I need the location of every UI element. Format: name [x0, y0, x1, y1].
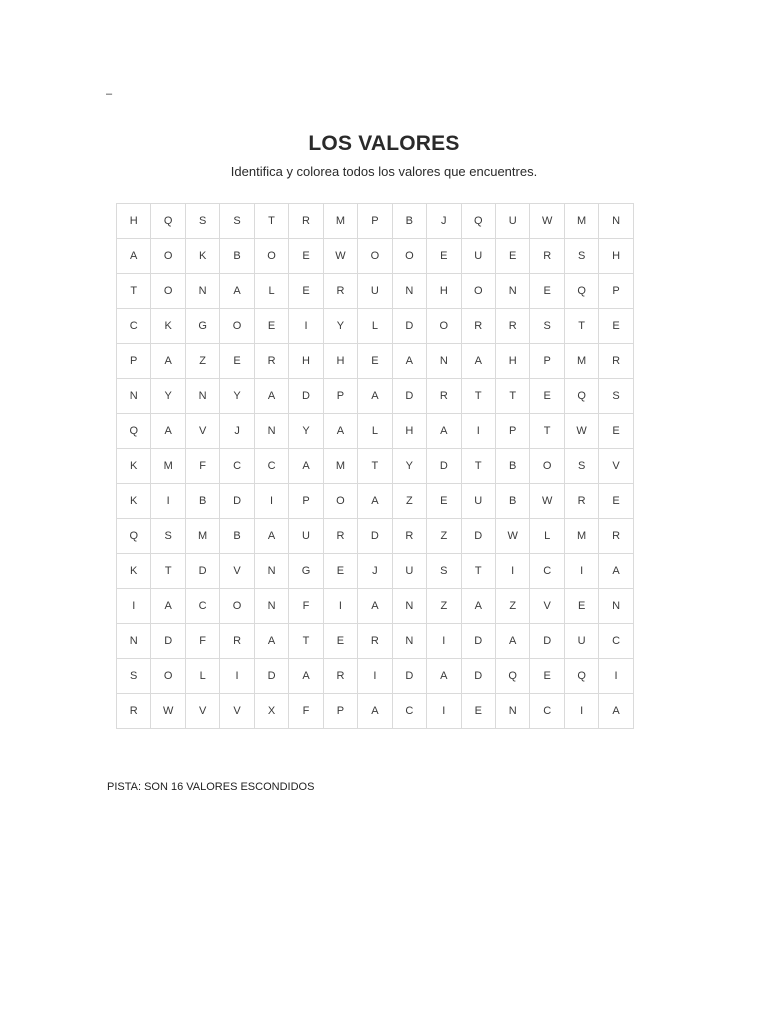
grid-cell[interactable]: R: [255, 344, 289, 379]
grid-cell[interactable]: I: [117, 589, 151, 624]
grid-cell[interactable]: V: [530, 589, 564, 624]
grid-cell[interactable]: H: [427, 274, 461, 309]
grid-cell[interactable]: A: [151, 344, 185, 379]
grid-cell[interactable]: O: [358, 239, 392, 274]
grid-cell[interactable]: A: [358, 694, 392, 729]
grid-cell[interactable]: V: [599, 449, 633, 484]
grid-cell[interactable]: C: [599, 624, 633, 659]
grid-cell[interactable]: A: [427, 659, 461, 694]
grid-cell[interactable]: D: [255, 659, 289, 694]
grid-cell[interactable]: N: [117, 379, 151, 414]
grid-cell[interactable]: E: [427, 239, 461, 274]
grid-cell[interactable]: C: [530, 694, 564, 729]
grid-cell[interactable]: H: [393, 414, 427, 449]
grid-cell[interactable]: A: [358, 589, 392, 624]
grid-cell[interactable]: T: [117, 274, 151, 309]
grid-cell[interactable]: F: [289, 589, 323, 624]
grid-cell[interactable]: O: [255, 239, 289, 274]
grid-cell[interactable]: Z: [427, 519, 461, 554]
grid-cell[interactable]: I: [496, 554, 530, 589]
grid-cell[interactable]: O: [151, 659, 185, 694]
grid-cell[interactable]: L: [358, 309, 392, 344]
grid-cell[interactable]: T: [496, 379, 530, 414]
grid-cell[interactable]: E: [599, 414, 633, 449]
grid-cell[interactable]: Q: [151, 204, 185, 239]
grid-cell[interactable]: D: [151, 624, 185, 659]
grid-cell[interactable]: D: [530, 624, 564, 659]
grid-cell[interactable]: N: [393, 274, 427, 309]
grid-cell[interactable]: Q: [496, 659, 530, 694]
grid-cell[interactable]: T: [462, 554, 496, 589]
grid-cell[interactable]: E: [427, 484, 461, 519]
grid-cell[interactable]: R: [324, 274, 358, 309]
instructions: Identifica y colorea todos los valores que encuentres.: [230, 164, 538, 179]
grid-cell[interactable]: W: [530, 204, 564, 239]
grid-cell[interactable]: E: [530, 379, 564, 414]
grid-cell[interactable]: D: [462, 659, 496, 694]
grid-cell[interactable]: V: [186, 694, 220, 729]
grid-cell[interactable]: B: [393, 204, 427, 239]
grid-cell[interactable]: A: [599, 554, 633, 589]
grid-cell[interactable]: N: [117, 624, 151, 659]
grid-cell[interactable]: O: [151, 274, 185, 309]
grid-cell[interactable]: K: [186, 239, 220, 274]
grid-cell[interactable]: Q: [462, 204, 496, 239]
grid-cell[interactable]: D: [186, 554, 220, 589]
grid-cell[interactable]: R: [530, 239, 564, 274]
grid-cell[interactable]: F: [186, 449, 220, 484]
grid-cell[interactable]: Y: [324, 309, 358, 344]
grid-cell[interactable]: N: [496, 274, 530, 309]
grid-cell[interactable]: C: [220, 449, 254, 484]
grid-cell[interactable]: J: [220, 414, 254, 449]
grid-cell[interactable]: E: [496, 239, 530, 274]
word-search-grid: [116, 203, 634, 729]
grid-cell[interactable]: E: [255, 309, 289, 344]
grid-cell[interactable]: C: [530, 554, 564, 589]
grid-cell[interactable]: P: [289, 484, 323, 519]
grid-cell[interactable]: M: [151, 449, 185, 484]
grid-cell[interactable]: X: [255, 694, 289, 729]
grid-cell[interactable]: I: [289, 309, 323, 344]
grid-cell[interactable]: I: [358, 659, 392, 694]
grid-cell[interactable]: R: [462, 309, 496, 344]
grid-cell[interactable]: P: [530, 344, 564, 379]
grid-cell[interactable]: U: [565, 624, 599, 659]
grid-cell[interactable]: A: [393, 344, 427, 379]
grid-cell[interactable]: T: [565, 309, 599, 344]
grid-cell[interactable]: N: [186, 274, 220, 309]
grid-cell[interactable]: F: [289, 694, 323, 729]
grid-cell[interactable]: A: [358, 379, 392, 414]
grid-cell[interactable]: W: [496, 519, 530, 554]
grid-cell[interactable]: I: [565, 694, 599, 729]
grid-cell[interactable]: U: [393, 554, 427, 589]
grid-cell[interactable]: Q: [117, 519, 151, 554]
grid-cell[interactable]: Z: [393, 484, 427, 519]
grid-cell[interactable]: I: [151, 484, 185, 519]
grid-cell[interactable]: D: [220, 484, 254, 519]
grid-cell[interactable]: M: [186, 519, 220, 554]
grid-cell[interactable]: I: [324, 589, 358, 624]
grid-cell[interactable]: B: [186, 484, 220, 519]
grid-cell[interactable]: A: [255, 379, 289, 414]
grid-cell[interactable]: P: [324, 694, 358, 729]
grid-cell[interactable]: H: [324, 344, 358, 379]
grid-cell[interactable]: R: [220, 624, 254, 659]
grid-cell[interactable]: S: [565, 449, 599, 484]
grid-cell[interactable]: E: [220, 344, 254, 379]
grid-cell[interactable]: A: [462, 589, 496, 624]
grid-cell[interactable]: A: [462, 344, 496, 379]
grid-cell[interactable]: U: [496, 204, 530, 239]
grid-cell[interactable]: M: [324, 204, 358, 239]
grid-cell[interactable]: O: [462, 274, 496, 309]
grid-cell[interactable]: M: [565, 204, 599, 239]
grid-cell[interactable]: T: [255, 204, 289, 239]
grid-cell[interactable]: N: [255, 554, 289, 589]
grid-cell[interactable]: F: [186, 624, 220, 659]
grid-cell[interactable]: S: [427, 554, 461, 589]
grid-cell[interactable]: P: [496, 414, 530, 449]
grid-cell[interactable]: L: [255, 274, 289, 309]
grid-cell[interactable]: O: [324, 484, 358, 519]
grid-cell[interactable]: C: [393, 694, 427, 729]
grid-cell[interactable]: V: [186, 414, 220, 449]
grid-cell[interactable]: N: [599, 204, 633, 239]
grid-cell[interactable]: B: [220, 239, 254, 274]
grid-cell[interactable]: C: [186, 589, 220, 624]
grid-cell[interactable]: A: [117, 239, 151, 274]
grid-cell[interactable]: E: [324, 624, 358, 659]
grid-cell[interactable]: G: [186, 309, 220, 344]
page-title: LOS VALORES: [308, 132, 460, 155]
grid-cell[interactable]: I: [255, 484, 289, 519]
grid-cell[interactable]: Y: [393, 449, 427, 484]
grid-cell[interactable]: M: [565, 344, 599, 379]
grid-cell[interactable]: N: [599, 589, 633, 624]
grid-cell[interactable]: R: [427, 379, 461, 414]
grid-cell[interactable]: C: [117, 309, 151, 344]
grid-cell[interactable]: U: [358, 274, 392, 309]
grid-cell[interactable]: C: [255, 449, 289, 484]
grid-cell[interactable]: Q: [117, 414, 151, 449]
grid-cell[interactable]: T: [151, 554, 185, 589]
grid-cell[interactable]: T: [530, 414, 564, 449]
grid-cell[interactable]: E: [530, 659, 564, 694]
grid-cell[interactable]: P: [324, 379, 358, 414]
grid-cell[interactable]: Z: [496, 589, 530, 624]
grid-cell[interactable]: D: [358, 519, 392, 554]
grid-cell[interactable]: L: [358, 414, 392, 449]
grid-cell[interactable]: A: [255, 519, 289, 554]
grid-cell[interactable]: A: [324, 414, 358, 449]
grid-cell[interactable]: H: [496, 344, 530, 379]
grid-cell[interactable]: K: [151, 309, 185, 344]
grid-cell[interactable]: B: [220, 519, 254, 554]
grid-cell[interactable]: A: [289, 449, 323, 484]
grid-cell[interactable]: E: [358, 344, 392, 379]
grid-cell[interactable]: A: [358, 484, 392, 519]
grid-cell[interactable]: L: [530, 519, 564, 554]
grid-cell[interactable]: A: [255, 624, 289, 659]
grid-cell[interactable]: E: [599, 484, 633, 519]
grid-cell[interactable]: O: [220, 589, 254, 624]
grid-cell[interactable]: N: [393, 589, 427, 624]
grid-cell[interactable]: J: [427, 204, 461, 239]
grid-cell[interactable]: A: [220, 274, 254, 309]
grid-cell[interactable]: P: [358, 204, 392, 239]
grid-cell[interactable]: O: [530, 449, 564, 484]
grid-cell[interactable]: E: [565, 589, 599, 624]
grid-cell[interactable]: S: [186, 204, 220, 239]
grid-cell[interactable]: I: [565, 554, 599, 589]
grid-cell[interactable]: H: [117, 204, 151, 239]
grid-cell[interactable]: Z: [186, 344, 220, 379]
grid-cell[interactable]: K: [117, 554, 151, 589]
grid-cell[interactable]: A: [496, 624, 530, 659]
grid-cell[interactable]: A: [151, 589, 185, 624]
grid-cell[interactable]: W: [324, 239, 358, 274]
grid-cell[interactable]: H: [289, 344, 323, 379]
grid-cell[interactable]: R: [117, 694, 151, 729]
grid-cell[interactable]: N: [496, 694, 530, 729]
grid-cell[interactable]: V: [220, 694, 254, 729]
grid-cell[interactable]: I: [427, 624, 461, 659]
grid-cell[interactable]: R: [324, 519, 358, 554]
grid-cell[interactable]: N: [255, 414, 289, 449]
grid-cell[interactable]: K: [117, 484, 151, 519]
grid-cell[interactable]: T: [289, 624, 323, 659]
grid-cell[interactable]: D: [289, 379, 323, 414]
grid-cell[interactable]: Y: [289, 414, 323, 449]
stray-mark: –: [106, 88, 113, 100]
grid-cell[interactable]: N: [393, 624, 427, 659]
grid-cell[interactable]: N: [186, 379, 220, 414]
grid-cell[interactable]: J: [358, 554, 392, 589]
grid-cell[interactable]: D: [462, 519, 496, 554]
grid-cell[interactable]: O: [427, 309, 461, 344]
grid-cell[interactable]: L: [186, 659, 220, 694]
grid-cell[interactable]: U: [462, 239, 496, 274]
grid-cell[interactable]: R: [393, 519, 427, 554]
grid-cell[interactable]: R: [599, 519, 633, 554]
grid-cell[interactable]: I: [427, 694, 461, 729]
grid-cell[interactable]: M: [565, 519, 599, 554]
grid-cell[interactable]: R: [599, 344, 633, 379]
grid-cell[interactable]: T: [462, 379, 496, 414]
grid-cell[interactable]: E: [324, 554, 358, 589]
grid-cell[interactable]: A: [151, 414, 185, 449]
grid-cell[interactable]: S: [151, 519, 185, 554]
grid-cell[interactable]: E: [462, 694, 496, 729]
grid-cell[interactable]: V: [220, 554, 254, 589]
grid-cell[interactable]: P: [599, 274, 633, 309]
grid-cell[interactable]: R: [565, 484, 599, 519]
grid-cell[interactable]: D: [427, 449, 461, 484]
grid-cell[interactable]: M: [324, 449, 358, 484]
grid-cell[interactable]: R: [289, 204, 323, 239]
grid-cell[interactable]: D: [393, 659, 427, 694]
grid-cell[interactable]: U: [462, 484, 496, 519]
grid-cell[interactable]: I: [462, 414, 496, 449]
grid-cell[interactable]: T: [462, 449, 496, 484]
grid-cell[interactable]: S: [599, 379, 633, 414]
grid-cell[interactable]: D: [393, 309, 427, 344]
grid-cell[interactable]: R: [324, 659, 358, 694]
grid-cell[interactable]: S: [530, 309, 564, 344]
grid-cell[interactable]: B: [496, 449, 530, 484]
grid-cell[interactable]: N: [255, 589, 289, 624]
hint-text: PISTA: SON 16 VALORES ESCONDIDOS: [107, 781, 315, 793]
grid-cell[interactable]: I: [220, 659, 254, 694]
grid-cell[interactable]: E: [289, 274, 323, 309]
grid-cell[interactable]: H: [599, 239, 633, 274]
grid-cell[interactable]: W: [530, 484, 564, 519]
grid-cell[interactable]: A: [427, 414, 461, 449]
grid-cell[interactable]: Q: [565, 274, 599, 309]
grid-cell[interactable]: D: [462, 624, 496, 659]
grid-cell[interactable]: A: [599, 694, 633, 729]
grid-cell[interactable]: S: [117, 659, 151, 694]
grid-cell[interactable]: R: [358, 624, 392, 659]
grid-cell[interactable]: N: [427, 344, 461, 379]
grid-cell[interactable]: K: [117, 449, 151, 484]
grid-cell[interactable]: S: [220, 204, 254, 239]
grid-cell[interactable]: I: [599, 659, 633, 694]
grid-cell[interactable]: T: [358, 449, 392, 484]
grid-cell[interactable]: O: [220, 309, 254, 344]
grid-cell[interactable]: U: [289, 519, 323, 554]
grid-cell[interactable]: W: [151, 694, 185, 729]
grid-cell[interactable]: R: [496, 309, 530, 344]
grid-cell[interactable]: E: [289, 239, 323, 274]
grid-cell[interactable]: B: [496, 484, 530, 519]
grid-cell[interactable]: Y: [220, 379, 254, 414]
grid-cell[interactable]: P: [117, 344, 151, 379]
grid-cell[interactable]: Z: [427, 589, 461, 624]
grid-cell[interactable]: Y: [151, 379, 185, 414]
grid-cell[interactable]: W: [565, 414, 599, 449]
grid-cell[interactable]: E: [599, 309, 633, 344]
grid-cell[interactable]: Q: [565, 659, 599, 694]
grid-cell[interactable]: D: [393, 379, 427, 414]
grid-cell[interactable]: G: [289, 554, 323, 589]
grid-cell[interactable]: O: [151, 239, 185, 274]
grid-cell[interactable]: E: [530, 274, 564, 309]
grid-cell[interactable]: A: [289, 659, 323, 694]
grid-cell[interactable]: Q: [565, 379, 599, 414]
grid-cell[interactable]: O: [393, 239, 427, 274]
grid-cell[interactable]: S: [565, 239, 599, 274]
